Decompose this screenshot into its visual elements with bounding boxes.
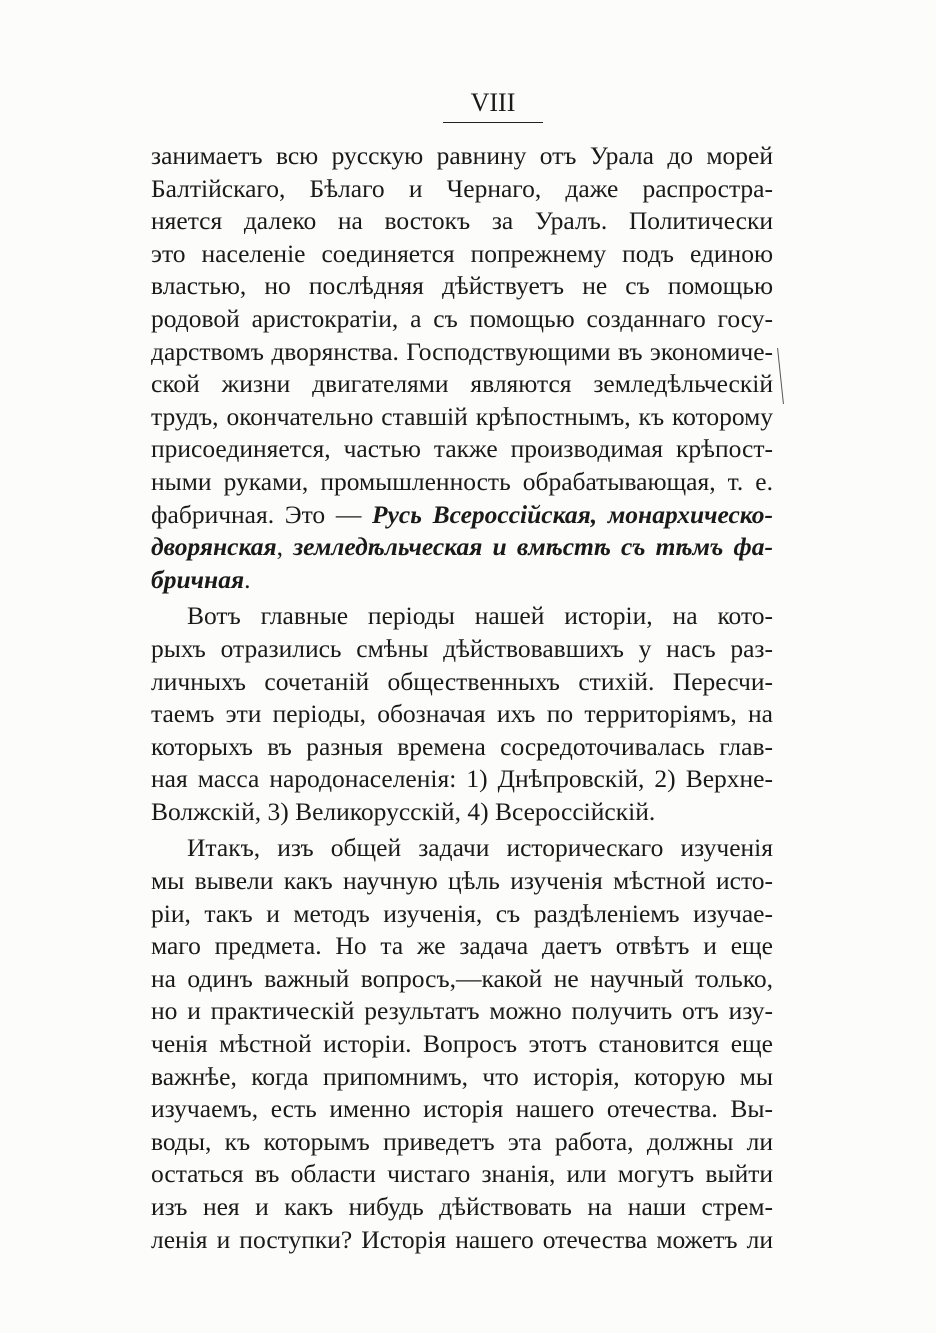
paragraph [151, 600, 773, 828]
text-line [151, 173, 773, 206]
text-segment: изучаемъ, есть именно исторія нашего отечества. Вы- [151, 1094, 773, 1124]
italic-text: бричная [151, 564, 245, 594]
text-line [151, 1093, 773, 1126]
text-segment: ными руками, промышленность обрабатывающая, т. е. [151, 466, 773, 496]
text-line [151, 466, 773, 499]
text-segment: дарствомъ дворянства. Господствующими въ экономиче- [151, 336, 773, 366]
text-segment: это населеніе соединяется попрежнему подъ единою [151, 238, 773, 268]
text-line [151, 666, 773, 699]
text-line [151, 401, 773, 434]
text-line [151, 898, 773, 931]
text-segment: Балтійскаго, Бѣлаго и Чернаго, даже распростра- [151, 173, 773, 203]
text-line [151, 633, 773, 666]
text-segment: няется далеко на востокъ за Уралъ. Политически [151, 206, 773, 236]
text-line [151, 963, 773, 996]
text-segment: . [244, 564, 251, 594]
text-segment: на одинъ важный вопросъ,—какой не научный только, [151, 963, 773, 993]
text-segment: Вотъ главные періоды нашей исторіи, на кото- [187, 601, 773, 631]
text-segment: мы вывели какъ научную цѣль изученія мѣстной исто- [151, 866, 773, 896]
text-line [151, 796, 773, 829]
text-segment: ная масса народонаселенія: 1) Днѣпровскій, 2) Верхне- [151, 764, 773, 794]
italic-text: земледѣльческая и вмѣстѣ съ тѣмъ фа- [293, 532, 774, 562]
text-line [151, 600, 773, 633]
text-segment: Волжскій, 3) Великорусскій, 4) Всероссійскій. [151, 796, 656, 826]
text-line [151, 865, 773, 898]
text-line [151, 433, 773, 466]
text-line [151, 368, 773, 401]
text-segment: присоединяется, частью также производимая крѣпост- [151, 434, 773, 464]
text-line [151, 499, 773, 532]
text-segment: остаться въ области чистаго знанія, или могутъ выйти [151, 1159, 773, 1189]
text-line [151, 832, 773, 865]
text-segment: личныхъ сочетаній общественныхъ стихій. Пересчи- [151, 666, 773, 696]
page-number [0, 88, 936, 123]
text-segment: трудъ, окончательно ставшій крѣпостнымъ, къ которому [151, 401, 773, 431]
text-line [151, 1028, 773, 1061]
text-line [151, 698, 773, 731]
paragraph [151, 832, 773, 1256]
paragraph [151, 140, 773, 596]
text-segment: важнѣе, когда припомнимъ, что исторія, которую мы [151, 1061, 773, 1091]
text-line [151, 731, 773, 764]
text-line [151, 763, 773, 796]
text-line [151, 238, 773, 271]
text-segment: воды, къ которымъ приведетъ эта работа, должны ли [151, 1126, 773, 1156]
text-line [151, 1061, 773, 1094]
text-line [151, 1191, 773, 1224]
text-segment: , [276, 532, 294, 562]
text-segment: изъ нея и какъ нибудь дѣйствовать на наши стрем- [151, 1192, 773, 1221]
text-segment: ской жизни двигателями являются земледѣльческій [151, 369, 773, 399]
text-line [151, 995, 773, 1028]
text-line [151, 303, 773, 336]
text-line [151, 205, 773, 238]
text-segment: родовой аристократіи, а съ помощью созданнаго госу- [151, 303, 773, 333]
text-line [151, 1158, 773, 1191]
text-line [151, 564, 773, 597]
text-segment: рыхъ отразились смѣны дѣйствовавшихъ у насъ раз- [151, 633, 773, 663]
text-segment: ріи, такъ и методъ изученія, съ раздѣленіемъ изучае- [151, 898, 773, 928]
margin-mark [777, 348, 792, 404]
text-segment: Итакъ, изъ общей задачи историческаго изученія [187, 833, 773, 863]
text-segment: властью, но послѣдняя дѣйствуетъ не съ помощью [151, 271, 773, 301]
body-text [151, 140, 773, 1256]
text-segment: занимаетъ всю русскую равнину отъ Урала до морей [151, 141, 773, 170]
text-line [151, 531, 773, 564]
text-segment: но и практическій результатъ можно получить отъ изу- [151, 996, 773, 1026]
text-segment: ленія и поступки? Исторія нашего отечества можетъ ли [151, 1224, 773, 1254]
text-line [151, 1126, 773, 1159]
text-line [151, 1224, 773, 1257]
text-line [151, 336, 773, 369]
text-segment: маго предмета. Но та же задача даетъ отвѣтъ и еще [151, 931, 773, 961]
italic-text: Русь Всероссійская, монархическо- [372, 499, 774, 529]
italic-text: дворянская [151, 532, 277, 562]
text-segment: таемъ эти періоды, обозначая ихъ по территоріямъ, на [151, 699, 773, 729]
text-segment: которыхъ въ разныя времена сосредоточивалась глав- [151, 731, 773, 761]
text-segment: фабричная. Это — [151, 499, 373, 529]
page-number-text: VIII [443, 88, 544, 123]
text-line [151, 270, 773, 303]
text-segment: ченія мѣстной исторіи. Вопросъ этотъ становится еще [151, 1029, 773, 1059]
text-line [151, 140, 773, 173]
text-line [151, 930, 773, 963]
